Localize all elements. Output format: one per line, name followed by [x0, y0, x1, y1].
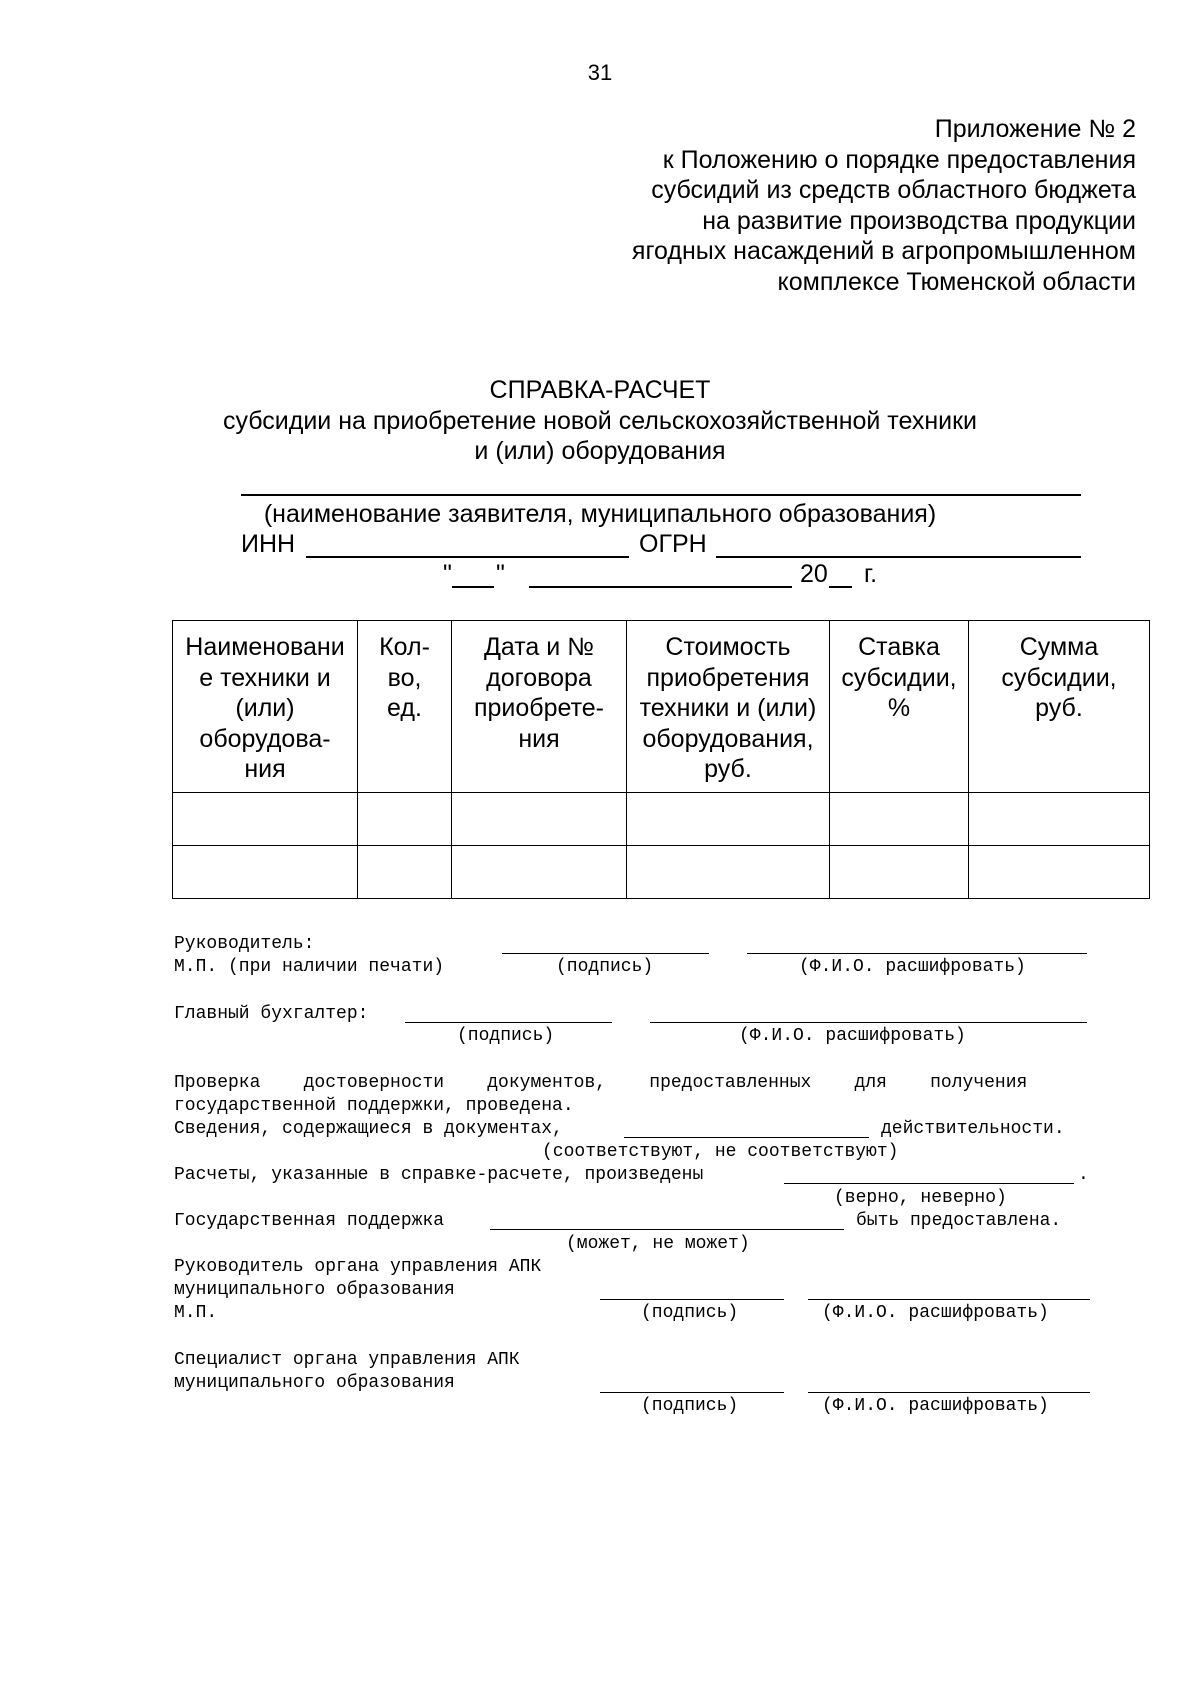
support-caption: (может, не может)	[566, 1234, 750, 1254]
appendix-line: Приложение № 2	[934, 115, 1136, 143]
accountant-fio-caption: (Ф.И.О. расшифровать)	[739, 1026, 966, 1046]
appendix-line: субсидий из средств областного бюджета	[651, 176, 1136, 204]
title-line-2: субсидии на приобретение новой сельскохозяйственной техники	[222, 406, 978, 435]
agency-head-signature-field[interactable]	[600, 1299, 784, 1300]
date-year-suffix: г.	[864, 560, 878, 588]
appendix-line: ягодных насаждений в агропромышленном	[631, 237, 1136, 265]
stamp-label: М.П. (при наличии печати)	[174, 957, 445, 977]
header-equipment-name: Наименовани е техники и (или) оборудова- ния	[173, 621, 358, 793]
table-cell[interactable]	[173, 846, 358, 899]
inn-field[interactable]	[306, 556, 629, 558]
agency-head-fio-caption: (Ф.И.О. расшифровать)	[822, 1303, 1049, 1323]
header-subsidy-rate: Ставка субсидии, %	[830, 621, 969, 793]
support-decision-field[interactable]	[490, 1229, 844, 1230]
head-fio-field[interactable]	[747, 953, 1087, 954]
head-fio-caption: (Ф.И.О. расшифровать)	[799, 957, 1026, 977]
calc-caption: (верно, неверно)	[834, 1188, 1007, 1208]
appendix-line: на развитие производства продукции	[702, 206, 1136, 235]
table-cell[interactable]	[969, 846, 1150, 899]
page-number: 31	[587, 60, 613, 85]
ogrn-label: ОГРН	[639, 530, 707, 558]
header-cost: Стоимость приобретения техники и (или) оборудования, руб.	[627, 621, 830, 793]
table-cell[interactable]	[452, 793, 627, 846]
table-cell[interactable]	[627, 793, 830, 846]
date-day-field[interactable]	[452, 586, 494, 588]
agency-head-line-2: муниципального образования	[174, 1280, 455, 1300]
accountant-fio-field[interactable]	[650, 1022, 1087, 1023]
verification-line-1: Проверка достоверности документов, предоставленных для получения	[174, 1073, 1028, 1093]
table-cell[interactable]	[627, 846, 830, 899]
table-cell[interactable]	[969, 793, 1150, 846]
header-quantity: Кол- во, ед.	[358, 621, 452, 793]
head-label: Руководитель:	[174, 934, 315, 954]
specialist-fio-caption: (Ф.И.О. расшифровать)	[822, 1396, 1049, 1416]
table-cell[interactable]	[358, 846, 452, 899]
title-line-3: и (или) оборудования	[474, 437, 726, 465]
table-cell[interactable]	[830, 793, 969, 846]
support-prefix: Государственная поддержка	[174, 1211, 445, 1231]
support-suffix: быть предоставлена.	[856, 1211, 1062, 1231]
document-title	[0, 375, 1200, 467]
specialist-signature-field[interactable]	[600, 1392, 784, 1393]
specialist-fio-field[interactable]	[808, 1392, 1090, 1393]
verification-line-2: государственной поддержки, проведена.	[174, 1096, 574, 1116]
date-year-field[interactable]	[829, 586, 852, 588]
calc-prefix: Расчеты, указанные в справке-расчете, произведены	[174, 1165, 704, 1185]
table-row	[173, 846, 1150, 899]
table-cell[interactable]	[452, 846, 627, 899]
calc-suffix: .	[1078, 1165, 1089, 1185]
ogrn-field[interactable]	[716, 556, 1081, 558]
agency-head-signature-caption: (подпись)	[641, 1303, 739, 1323]
appendix-line: к Положению о порядке предоставления	[662, 145, 1136, 174]
info-suffix: действительности.	[881, 1119, 1065, 1139]
chief-accountant-label: Главный бухгалтер:	[174, 1004, 369, 1024]
agency-head-fio-field[interactable]	[808, 1299, 1090, 1300]
agency-head-stamp: М.П.	[174, 1303, 218, 1323]
header-subsidy-amount: Сумма субсидии, руб.	[969, 621, 1150, 793]
table-row	[173, 793, 1150, 846]
specialist-line-2: муниципального образования	[174, 1373, 455, 1393]
table-header-row	[173, 621, 1150, 793]
inn-label: ИНН	[241, 530, 296, 558]
header-contract-date: Дата и № договора приобрете- ния	[452, 621, 627, 793]
date-quote-open: "	[443, 560, 452, 588]
table-cell[interactable]	[173, 793, 358, 846]
applicant-caption: (наименование заявителя, муниципального образования)	[263, 500, 937, 528]
head-signature-caption: (подпись)	[556, 957, 654, 977]
info-prefix: Сведения, содержащиеся в документах,	[174, 1119, 563, 1139]
table-cell[interactable]	[830, 846, 969, 899]
accountant-signature-field[interactable]	[405, 1022, 612, 1023]
appendix-header	[632, 114, 1136, 297]
appendix-line: комплексе Тюменской области	[777, 267, 1136, 296]
agency-head-line-1: Руководитель органа управления АПК	[174, 1257, 542, 1277]
applicant-name-field[interactable]	[241, 494, 1081, 496]
table-cell[interactable]	[358, 793, 452, 846]
calc-correctness-field[interactable]	[784, 1183, 1074, 1184]
date-quote-close: "	[496, 560, 505, 588]
info-conformity-field[interactable]	[624, 1137, 869, 1138]
date-year-prefix: 20	[800, 560, 828, 588]
accountant-signature-caption: (подпись)	[457, 1026, 555, 1046]
head-signature-field[interactable]	[502, 953, 709, 954]
calculation-table	[172, 620, 1150, 899]
info-caption: (соответствуют, не соответствуют)	[542, 1142, 899, 1162]
date-month-field[interactable]	[529, 586, 792, 588]
title-line-1: СПРАВКА-РАСЧЕТ	[489, 376, 711, 404]
specialist-signature-caption: (подпись)	[641, 1396, 739, 1416]
specialist-line-1: Специалист органа управления АПК	[174, 1350, 520, 1370]
